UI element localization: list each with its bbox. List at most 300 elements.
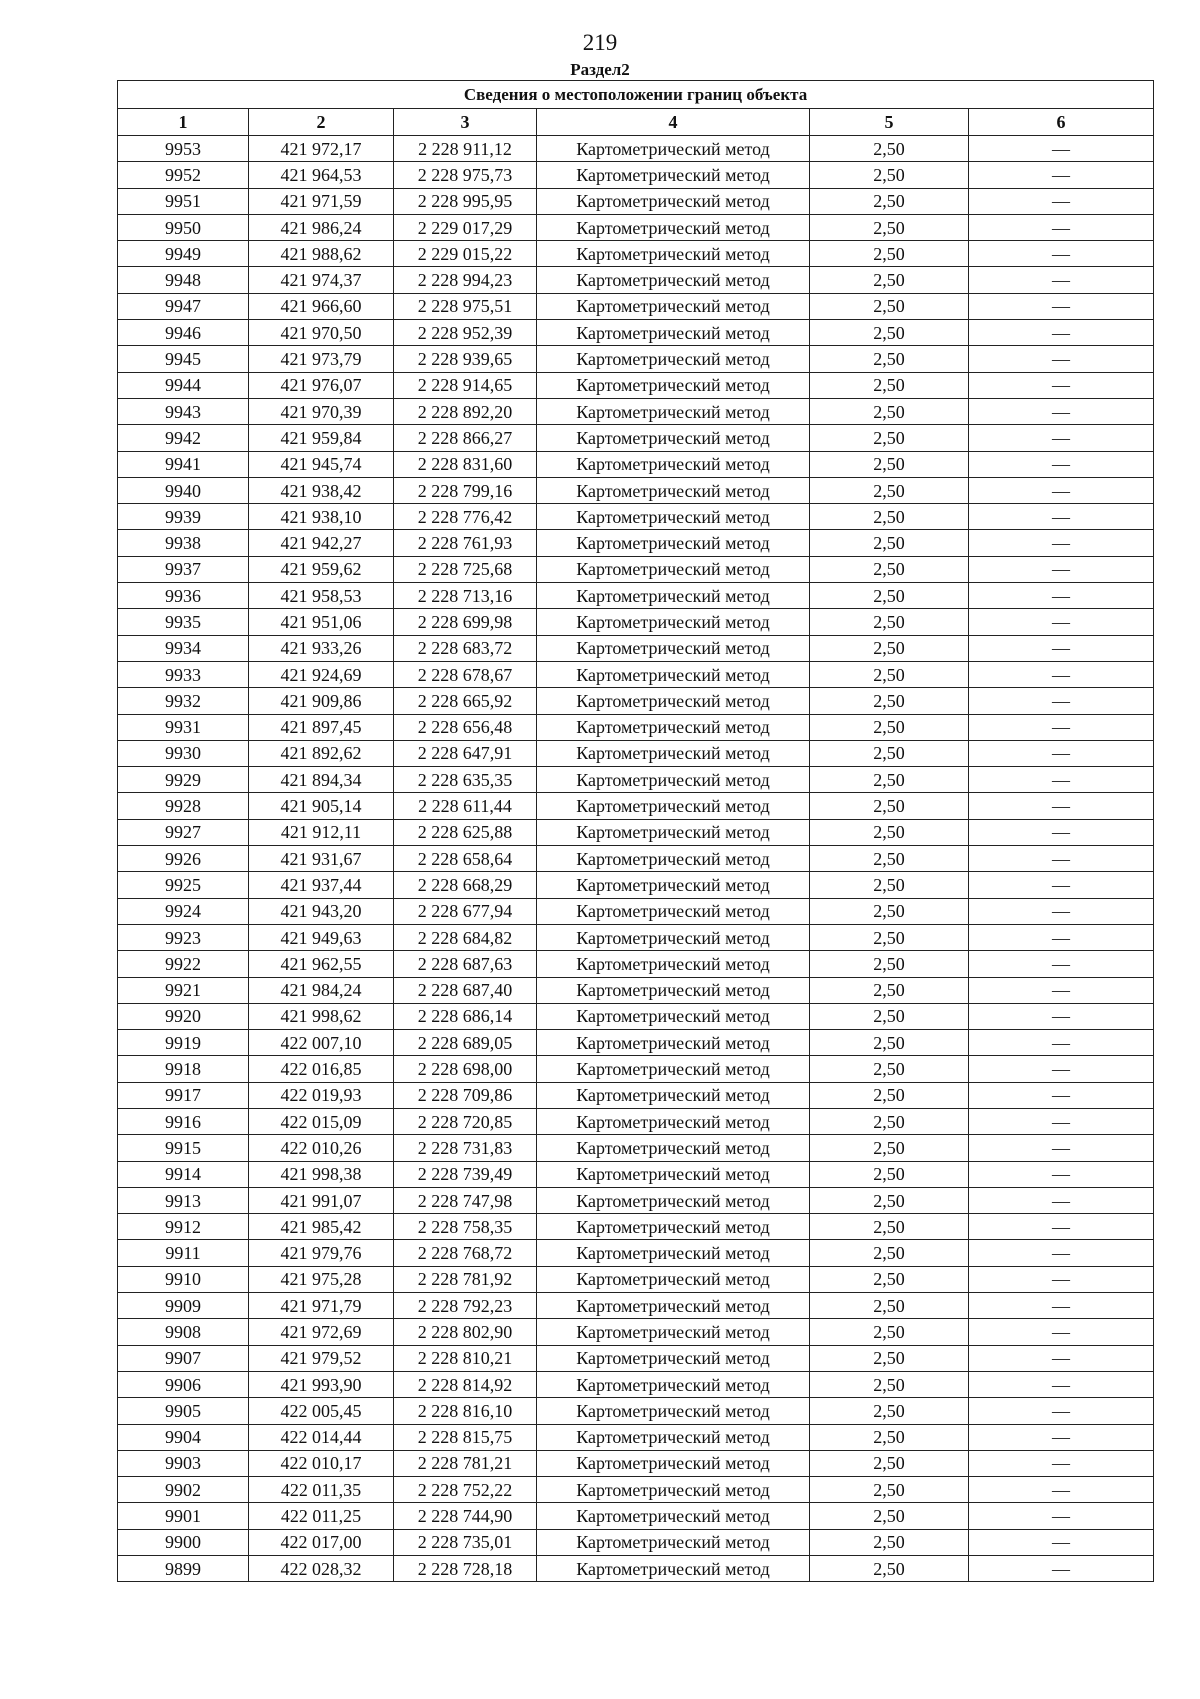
table-row [118, 1187, 1154, 1213]
x-coordinate-cell: 421 998,38 [249, 1161, 394, 1187]
point-number-cell: 9933 [118, 661, 249, 687]
accuracy-cell: 2,50 [810, 1556, 969, 1582]
method-cell: Картометрический метод [537, 740, 810, 766]
table-row [118, 530, 1154, 556]
table-row [118, 241, 1154, 267]
point-number-cell: 9934 [118, 635, 249, 661]
point-number-cell: 9953 [118, 136, 249, 162]
x-coordinate-cell: 421 993,90 [249, 1371, 394, 1397]
method-cell: Картометрический метод [537, 1398, 810, 1424]
point-number-cell: 9928 [118, 793, 249, 819]
table-row [118, 977, 1154, 1003]
x-coordinate-cell: 422 016,85 [249, 1056, 394, 1082]
point-number-cell: 9937 [118, 556, 249, 582]
accuracy-cell: 2,50 [810, 451, 969, 477]
accuracy-cell: 2,50 [810, 740, 969, 766]
table-row [118, 924, 1154, 950]
table-row [118, 398, 1154, 424]
x-coordinate-cell: 421 933,26 [249, 635, 394, 661]
y-coordinate-cell: 2 228 799,16 [394, 477, 537, 503]
point-number-cell: 9923 [118, 924, 249, 950]
method-cell: Картометрический метод [537, 320, 810, 346]
method-cell: Картометрический метод [537, 1266, 810, 1292]
x-coordinate-cell: 421 951,06 [249, 609, 394, 635]
column-header: 1 [118, 109, 249, 136]
x-coordinate-cell: 421 959,62 [249, 556, 394, 582]
y-coordinate-cell: 2 228 677,94 [394, 898, 537, 924]
section-title: Раздел2 [570, 60, 630, 79]
note-cell: — [969, 951, 1154, 977]
table-row [118, 951, 1154, 977]
accuracy-cell: 2,50 [810, 898, 969, 924]
table-row [118, 1319, 1154, 1345]
column-header: 4 [537, 109, 810, 136]
table-row [118, 688, 1154, 714]
point-number-cell: 9919 [118, 1030, 249, 1056]
x-coordinate-cell: 422 028,32 [249, 1556, 394, 1582]
accuracy-cell: 2,50 [810, 1319, 969, 1345]
table-row [118, 1135, 1154, 1161]
note-cell: — [969, 714, 1154, 740]
note-cell: — [969, 504, 1154, 530]
x-coordinate-cell: 422 007,10 [249, 1030, 394, 1056]
point-number-cell: 9926 [118, 846, 249, 872]
boundary-coordinates-table [117, 80, 1154, 1582]
point-number-cell: 9920 [118, 1003, 249, 1029]
table-row [118, 1240, 1154, 1266]
x-coordinate-cell: 421 970,39 [249, 398, 394, 424]
accuracy-cell: 2,50 [810, 214, 969, 240]
accuracy-cell: 2,50 [810, 635, 969, 661]
method-cell: Картометрический метод [537, 372, 810, 398]
x-coordinate-cell: 421 959,84 [249, 425, 394, 451]
note-cell: — [969, 136, 1154, 162]
table-row [118, 1056, 1154, 1082]
y-coordinate-cell: 2 228 698,00 [394, 1056, 537, 1082]
y-coordinate-cell: 2 228 713,16 [394, 583, 537, 609]
point-number-cell: 9938 [118, 530, 249, 556]
accuracy-cell: 2,50 [810, 819, 969, 845]
x-coordinate-cell: 421 962,55 [249, 951, 394, 977]
note-cell: — [969, 320, 1154, 346]
y-coordinate-cell: 2 228 747,98 [394, 1187, 537, 1213]
column-header: 6 [969, 109, 1154, 136]
note-cell: — [969, 1214, 1154, 1240]
x-coordinate-cell: 421 894,34 [249, 767, 394, 793]
accuracy-cell: 2,50 [810, 1477, 969, 1503]
x-coordinate-cell: 421 958,53 [249, 583, 394, 609]
y-coordinate-cell: 2 228 816,10 [394, 1398, 537, 1424]
accuracy-cell: 2,50 [810, 1371, 969, 1397]
table-row [118, 846, 1154, 872]
y-coordinate-cell: 2 228 866,27 [394, 425, 537, 451]
table-row [118, 504, 1154, 530]
method-cell: Картометрический метод [537, 793, 810, 819]
table-row [118, 1477, 1154, 1503]
table-row [118, 477, 1154, 503]
table-row [118, 425, 1154, 451]
point-number-cell: 9905 [118, 1398, 249, 1424]
y-coordinate-cell: 2 228 684,82 [394, 924, 537, 950]
x-coordinate-cell: 421 971,59 [249, 188, 394, 214]
point-number-cell: 9943 [118, 398, 249, 424]
method-cell: Картометрический метод [537, 1056, 810, 1082]
y-coordinate-cell: 2 228 709,86 [394, 1082, 537, 1108]
x-coordinate-cell: 421 998,62 [249, 1003, 394, 1029]
x-coordinate-cell: 422 005,45 [249, 1398, 394, 1424]
x-coordinate-cell: 422 010,26 [249, 1135, 394, 1161]
y-coordinate-cell: 2 228 892,20 [394, 398, 537, 424]
accuracy-cell: 2,50 [810, 372, 969, 398]
note-cell: — [969, 1293, 1154, 1319]
table-row [118, 872, 1154, 898]
method-cell: Картометрический метод [537, 977, 810, 1003]
accuracy-cell: 2,50 [810, 793, 969, 819]
method-cell: Картометрический метод [537, 609, 810, 635]
table-row [118, 188, 1154, 214]
method-cell: Картометрический метод [537, 425, 810, 451]
point-number-cell: 9925 [118, 872, 249, 898]
x-coordinate-cell: 421 972,17 [249, 136, 394, 162]
point-number-cell: 9913 [118, 1187, 249, 1213]
table-row [118, 1214, 1154, 1240]
table-row [118, 1529, 1154, 1555]
accuracy-cell: 2,50 [810, 1082, 969, 1108]
y-coordinate-cell: 2 228 720,85 [394, 1108, 537, 1134]
table-row [118, 214, 1154, 240]
accuracy-cell: 2,50 [810, 556, 969, 582]
x-coordinate-cell: 421 945,74 [249, 451, 394, 477]
method-cell: Картометрический метод [537, 1319, 810, 1345]
y-coordinate-cell: 2 228 647,91 [394, 740, 537, 766]
table-row [118, 1003, 1154, 1029]
y-coordinate-cell: 2 228 814,92 [394, 1371, 537, 1397]
note-cell: — [969, 477, 1154, 503]
point-number-cell: 9946 [118, 320, 249, 346]
accuracy-cell: 2,50 [810, 1030, 969, 1056]
y-coordinate-cell: 2 228 725,68 [394, 556, 537, 582]
y-coordinate-cell: 2 228 728,18 [394, 1556, 537, 1582]
note-cell: — [969, 1398, 1154, 1424]
note-cell: — [969, 846, 1154, 872]
note-cell: — [969, 1503, 1154, 1529]
note-cell: — [969, 293, 1154, 319]
note-cell: — [969, 1424, 1154, 1450]
x-coordinate-cell: 421 979,52 [249, 1345, 394, 1371]
method-cell: Картометрический метод [537, 1108, 810, 1134]
method-cell: Картометрический метод [537, 1214, 810, 1240]
accuracy-cell: 2,50 [810, 162, 969, 188]
point-number-cell: 9924 [118, 898, 249, 924]
accuracy-cell: 2,50 [810, 1135, 969, 1161]
point-number-cell: 9929 [118, 767, 249, 793]
table-row [118, 1345, 1154, 1371]
x-coordinate-cell: 421 973,79 [249, 346, 394, 372]
note-cell: — [969, 530, 1154, 556]
x-coordinate-cell: 422 017,00 [249, 1529, 394, 1555]
note-cell: — [969, 583, 1154, 609]
column-header: 2 [249, 109, 394, 136]
page-number: 219 [582, 30, 618, 55]
method-cell: Картометрический метод [537, 346, 810, 372]
y-coordinate-cell: 2 228 635,35 [394, 767, 537, 793]
table-row [118, 451, 1154, 477]
table-row [118, 898, 1154, 924]
point-number-cell: 9910 [118, 1266, 249, 1292]
method-cell: Картометрический метод [537, 583, 810, 609]
note-cell: — [969, 609, 1154, 635]
x-coordinate-cell: 422 011,25 [249, 1503, 394, 1529]
note-cell: — [969, 398, 1154, 424]
note-cell: — [969, 425, 1154, 451]
note-cell: — [969, 1056, 1154, 1082]
method-cell: Картометрический метод [537, 688, 810, 714]
note-cell: — [969, 1135, 1154, 1161]
x-coordinate-cell: 421 897,45 [249, 714, 394, 740]
point-number-cell: 9908 [118, 1319, 249, 1345]
method-cell: Картометрический метод [537, 1556, 810, 1582]
x-coordinate-cell: 421 931,67 [249, 846, 394, 872]
note-cell: — [969, 1371, 1154, 1397]
x-coordinate-cell: 421 943,20 [249, 898, 394, 924]
y-coordinate-cell: 2 228 994,23 [394, 267, 537, 293]
point-number-cell: 9899 [118, 1556, 249, 1582]
accuracy-cell: 2,50 [810, 1293, 969, 1319]
y-coordinate-cell: 2 228 995,95 [394, 188, 537, 214]
x-coordinate-cell: 421 942,27 [249, 530, 394, 556]
point-number-cell: 9914 [118, 1161, 249, 1187]
accuracy-cell: 2,50 [810, 1266, 969, 1292]
point-number-cell: 9907 [118, 1345, 249, 1371]
point-number-cell: 9917 [118, 1082, 249, 1108]
point-number-cell: 9932 [118, 688, 249, 714]
table-row [118, 609, 1154, 635]
accuracy-cell: 2,50 [810, 1424, 969, 1450]
accuracy-cell: 2,50 [810, 1450, 969, 1476]
method-cell: Картометрический метод [537, 1240, 810, 1266]
accuracy-cell: 2,50 [810, 530, 969, 556]
x-coordinate-cell: 421 937,44 [249, 872, 394, 898]
y-coordinate-cell: 2 229 015,22 [394, 241, 537, 267]
table-row [118, 714, 1154, 740]
method-cell: Картометрический метод [537, 1003, 810, 1029]
accuracy-cell: 2,50 [810, 1214, 969, 1240]
method-cell: Картометрический метод [537, 162, 810, 188]
accuracy-cell: 2,50 [810, 504, 969, 530]
accuracy-cell: 2,50 [810, 1056, 969, 1082]
note-cell: — [969, 1030, 1154, 1056]
accuracy-cell: 2,50 [810, 767, 969, 793]
point-number-cell: 9900 [118, 1529, 249, 1555]
note-cell: — [969, 793, 1154, 819]
table-row [118, 1108, 1154, 1134]
x-coordinate-cell: 421 964,53 [249, 162, 394, 188]
y-coordinate-cell: 2 228 768,72 [394, 1240, 537, 1266]
table-row [118, 320, 1154, 346]
note-cell: — [969, 1556, 1154, 1582]
method-cell: Картометрический метод [537, 846, 810, 872]
point-number-cell: 9909 [118, 1293, 249, 1319]
note-cell: — [969, 1529, 1154, 1555]
accuracy-cell: 2,50 [810, 1503, 969, 1529]
method-cell: Картометрический метод [537, 767, 810, 793]
x-coordinate-cell: 421 966,60 [249, 293, 394, 319]
point-number-cell: 9939 [118, 504, 249, 530]
method-cell: Картометрический метод [537, 635, 810, 661]
method-cell: Картометрический метод [537, 477, 810, 503]
method-cell: Картометрический метод [537, 267, 810, 293]
y-coordinate-cell: 2 228 815,75 [394, 1424, 537, 1450]
note-cell: — [969, 635, 1154, 661]
table-row [118, 793, 1154, 819]
table-row [118, 1556, 1154, 1582]
accuracy-cell: 2,50 [810, 872, 969, 898]
table-row [118, 267, 1154, 293]
accuracy-cell: 2,50 [810, 1003, 969, 1029]
y-coordinate-cell: 2 228 752,22 [394, 1477, 537, 1503]
table-row [118, 1503, 1154, 1529]
x-coordinate-cell: 421 924,69 [249, 661, 394, 687]
method-cell: Картометрический метод [537, 872, 810, 898]
table-row [118, 661, 1154, 687]
y-coordinate-cell: 2 228 831,60 [394, 451, 537, 477]
method-cell: Картометрический метод [537, 1293, 810, 1319]
accuracy-cell: 2,50 [810, 398, 969, 424]
method-cell: Картометрический метод [537, 898, 810, 924]
accuracy-cell: 2,50 [810, 241, 969, 267]
method-cell: Картометрический метод [537, 188, 810, 214]
y-coordinate-cell: 2 228 689,05 [394, 1030, 537, 1056]
x-coordinate-cell: 421 971,79 [249, 1293, 394, 1319]
accuracy-cell: 2,50 [810, 951, 969, 977]
method-cell: Картометрический метод [537, 1503, 810, 1529]
point-number-cell: 9912 [118, 1214, 249, 1240]
method-cell: Картометрический метод [537, 1371, 810, 1397]
x-coordinate-cell: 421 984,24 [249, 977, 394, 1003]
point-number-cell: 9927 [118, 819, 249, 845]
note-cell: — [969, 1319, 1154, 1345]
point-number-cell: 9942 [118, 425, 249, 451]
x-coordinate-cell: 422 011,35 [249, 1477, 394, 1503]
y-coordinate-cell: 2 228 687,40 [394, 977, 537, 1003]
accuracy-cell: 2,50 [810, 609, 969, 635]
note-cell: — [969, 241, 1154, 267]
x-coordinate-cell: 421 938,42 [249, 477, 394, 503]
x-coordinate-cell: 421 985,42 [249, 1214, 394, 1240]
x-coordinate-cell: 421 979,76 [249, 1240, 394, 1266]
table-body [118, 136, 1154, 1582]
x-coordinate-cell: 421 975,28 [249, 1266, 394, 1292]
method-cell: Картометрический метод [537, 924, 810, 950]
point-number-cell: 9951 [118, 188, 249, 214]
point-number-cell: 9952 [118, 162, 249, 188]
x-coordinate-cell: 421 972,69 [249, 1319, 394, 1345]
accuracy-cell: 2,50 [810, 1161, 969, 1187]
method-cell: Картометрический метод [537, 1450, 810, 1476]
y-coordinate-cell: 2 228 802,90 [394, 1319, 537, 1345]
note-cell: — [969, 977, 1154, 1003]
method-cell: Картометрический метод [537, 556, 810, 582]
note-cell: — [969, 1187, 1154, 1213]
note-cell: — [969, 346, 1154, 372]
x-coordinate-cell: 421 892,62 [249, 740, 394, 766]
accuracy-cell: 2,50 [810, 714, 969, 740]
method-cell: Картометрический метод [537, 504, 810, 530]
method-cell: Картометрический метод [537, 1529, 810, 1555]
table-row [118, 1082, 1154, 1108]
y-coordinate-cell: 2 228 678,67 [394, 661, 537, 687]
table-row [118, 1371, 1154, 1397]
x-coordinate-cell: 421 909,86 [249, 688, 394, 714]
x-coordinate-cell: 421 974,37 [249, 267, 394, 293]
note-cell: — [969, 451, 1154, 477]
y-coordinate-cell: 2 228 665,92 [394, 688, 537, 714]
accuracy-cell: 2,50 [810, 188, 969, 214]
method-cell: Картометрический метод [537, 1161, 810, 1187]
x-coordinate-cell: 422 019,93 [249, 1082, 394, 1108]
method-cell: Картометрический метод [537, 1424, 810, 1450]
note-cell: — [969, 188, 1154, 214]
y-coordinate-cell: 2 228 683,72 [394, 635, 537, 661]
note-cell: — [969, 872, 1154, 898]
note-cell: — [969, 214, 1154, 240]
point-number-cell: 9902 [118, 1477, 249, 1503]
point-number-cell: 9918 [118, 1056, 249, 1082]
accuracy-cell: 2,50 [810, 583, 969, 609]
x-coordinate-cell: 421 905,14 [249, 793, 394, 819]
y-coordinate-cell: 2 228 699,98 [394, 609, 537, 635]
note-cell: — [969, 1108, 1154, 1134]
method-cell: Картометрический метод [537, 661, 810, 687]
accuracy-cell: 2,50 [810, 425, 969, 451]
table-row [118, 372, 1154, 398]
note-cell: — [969, 898, 1154, 924]
y-coordinate-cell: 2 228 939,65 [394, 346, 537, 372]
point-number-cell: 9915 [118, 1135, 249, 1161]
point-number-cell: 9916 [118, 1108, 249, 1134]
column-header: 5 [810, 109, 969, 136]
note-cell: — [969, 1161, 1154, 1187]
y-coordinate-cell: 2 228 735,01 [394, 1529, 537, 1555]
x-coordinate-cell: 421 991,07 [249, 1187, 394, 1213]
y-coordinate-cell: 2 228 686,14 [394, 1003, 537, 1029]
accuracy-cell: 2,50 [810, 267, 969, 293]
method-cell: Картометрический метод [537, 398, 810, 424]
x-coordinate-cell: 421 988,62 [249, 241, 394, 267]
x-coordinate-cell: 421 912,11 [249, 819, 394, 845]
column-number-row [118, 109, 1154, 136]
table-row [118, 1161, 1154, 1187]
note-cell: — [969, 556, 1154, 582]
table-row [118, 1398, 1154, 1424]
note-cell: — [969, 767, 1154, 793]
point-number-cell: 9936 [118, 583, 249, 609]
accuracy-cell: 2,50 [810, 1529, 969, 1555]
table-row [118, 1293, 1154, 1319]
method-cell: Картометрический метод [537, 1187, 810, 1213]
note-cell: — [969, 819, 1154, 845]
method-cell: Картометрический метод [537, 241, 810, 267]
note-cell: — [969, 162, 1154, 188]
note-cell: — [969, 1003, 1154, 1029]
table-caption: Сведения о местоположении границ объекта [118, 81, 1154, 109]
method-cell: Картометрический метод [537, 293, 810, 319]
note-cell: — [969, 1477, 1154, 1503]
y-coordinate-cell: 2 228 761,93 [394, 530, 537, 556]
x-coordinate-cell: 422 010,17 [249, 1450, 394, 1476]
x-coordinate-cell: 421 949,63 [249, 924, 394, 950]
note-cell: — [969, 1450, 1154, 1476]
